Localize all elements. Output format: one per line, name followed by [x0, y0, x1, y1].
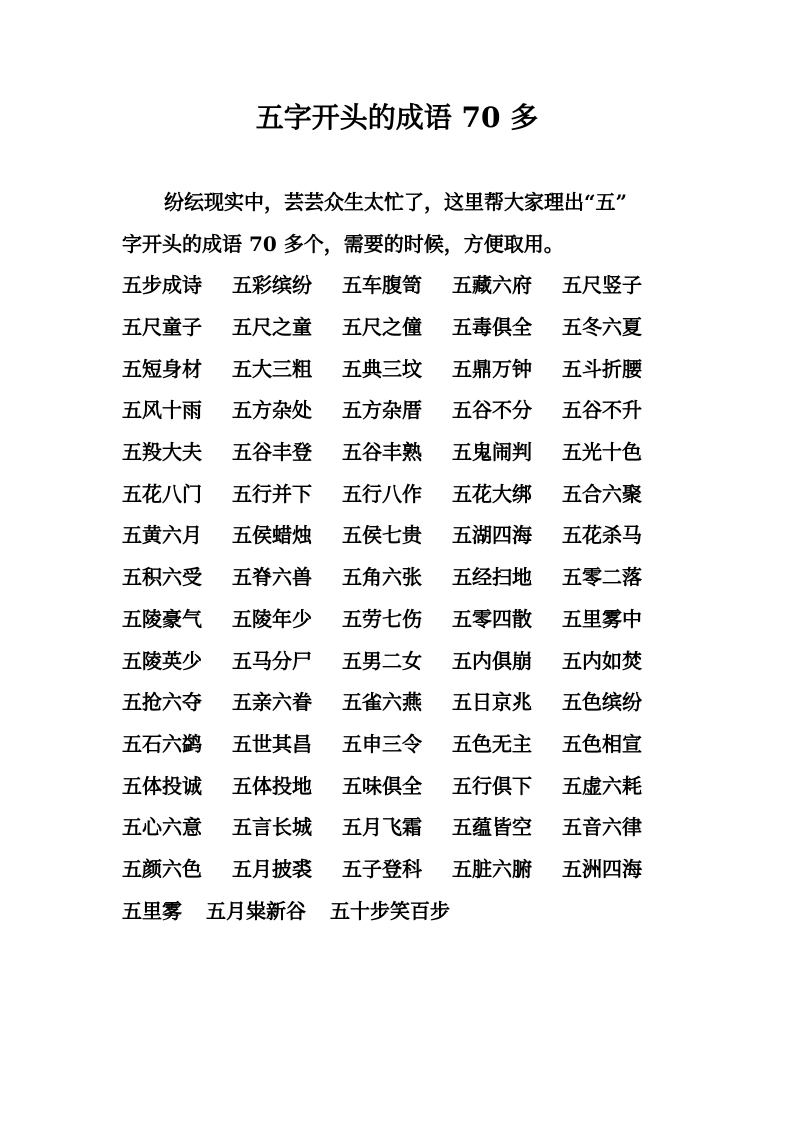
idiom-item: 五虚六耗 [562, 773, 642, 798]
idiom-item: 五子登科 [342, 856, 422, 881]
idiom-item: 五色缤纷 [562, 690, 642, 715]
idiom-item: 五零二落 [562, 565, 642, 590]
page-title: 五字开头的成语 70 多 [255, 101, 539, 134]
idiom-item: 五言长城 [232, 815, 312, 840]
idiom-row [122, 513, 682, 555]
idiom-item: 五内俱崩 [452, 648, 532, 673]
idiom-item: 五典三坟 [342, 356, 422, 381]
idiom-item: 五尺之童 [232, 315, 312, 340]
idiom-item: 五积六受 [122, 565, 202, 590]
idiom-item: 五零四散 [452, 606, 532, 631]
idiom-item: 五里雾 [122, 898, 182, 923]
idiom-item: 五脏六腑 [452, 856, 532, 881]
idiom-item: 五步成诗 [122, 273, 202, 298]
intro-line-1: 纷纭现实中，芸芸众生太忙了，这里帮大家理出“五” [164, 190, 628, 214]
idiom-item: 五羖大夫 [122, 440, 202, 465]
idiom-item: 五月飞霜 [342, 815, 422, 840]
idiom-item: 五合六聚 [562, 481, 642, 506]
idiom-item: 五申三令 [342, 731, 422, 756]
idiom-item: 五月粜新谷 [206, 898, 306, 923]
idiom-item: 五体投地 [232, 773, 312, 798]
idiom-item: 五石六鹢 [122, 731, 202, 756]
idiom-item: 五蕴皆空 [452, 815, 532, 840]
idiom-item: 五陵年少 [232, 606, 312, 631]
idiom-item: 五脊六兽 [232, 565, 312, 590]
idiom-item: 五侯七贵 [342, 523, 422, 548]
idiom-item: 五行八作 [342, 481, 422, 506]
idiom-row [122, 722, 682, 764]
idiom-item: 五陵英少 [122, 648, 202, 673]
idiom-item: 五日京兆 [452, 690, 532, 715]
idiom-item: 五经扫地 [452, 565, 532, 590]
idiom-item: 五光十色 [562, 440, 642, 465]
idiom-item: 五行俱下 [452, 773, 532, 798]
idiom-item: 五月披裘 [232, 856, 312, 881]
idiom-item: 五彩缤纷 [232, 273, 312, 298]
idiom-item: 五尺童子 [122, 315, 202, 340]
idiom-row [122, 305, 682, 347]
idiom-item: 五劳七伤 [342, 606, 422, 631]
idiom-item: 五体投诚 [122, 773, 202, 798]
idiom-item: 五尺之僮 [342, 315, 422, 340]
idiom-item: 五冬六夏 [562, 315, 642, 340]
idiom-item: 五花杀马 [562, 523, 642, 548]
idiom-item: 五音六律 [562, 815, 642, 840]
idiom-item: 五车腹笥 [342, 273, 422, 298]
idiom-item: 五谷丰登 [232, 440, 312, 465]
idiom-list [122, 263, 682, 930]
idiom-item: 五马分尸 [232, 648, 312, 673]
idiom-row [122, 638, 682, 680]
idiom-row [122, 805, 682, 847]
idiom-row-last [122, 888, 682, 930]
idiom-row [122, 763, 682, 805]
idiom-item: 五花大绑 [452, 481, 532, 506]
idiom-item: 五洲四海 [562, 856, 642, 881]
idiom-row [122, 847, 682, 889]
idiom-item: 五色相宣 [562, 731, 642, 756]
idiom-item: 五行并下 [232, 481, 312, 506]
idiom-item: 五世其昌 [232, 731, 312, 756]
idiom-item: 五色无主 [452, 731, 532, 756]
idiom-item: 五鼎万钟 [452, 356, 532, 381]
idiom-item: 五短身材 [122, 356, 202, 381]
idiom-item: 五里雾中 [562, 606, 642, 631]
idiom-item: 五雀六燕 [342, 690, 422, 715]
idiom-item: 五角六张 [342, 565, 422, 590]
idiom-item: 五黄六月 [122, 523, 202, 548]
intro-line-2: 字开头的成语 70 多个，需要的时候，方便取用。 [122, 232, 564, 256]
idiom-item: 五亲六眷 [232, 690, 312, 715]
idiom-item: 五味俱全 [342, 773, 422, 798]
idiom-item: 五花八门 [122, 481, 202, 506]
idiom-item: 五风十雨 [122, 398, 202, 423]
idiom-item: 五十步笑百步 [330, 898, 450, 923]
idiom-item: 五方杂厝 [342, 398, 422, 423]
idiom-row [122, 555, 682, 597]
idiom-row [122, 346, 682, 388]
idiom-item: 五抢六夺 [122, 690, 202, 715]
idiom-item: 五陵豪气 [122, 606, 202, 631]
idiom-item: 五方杂处 [232, 398, 312, 423]
idiom-item: 五谷不升 [562, 398, 642, 423]
idiom-row [122, 430, 682, 472]
idiom-item: 五内如焚 [562, 648, 642, 673]
idiom-item: 五毒俱全 [452, 315, 532, 340]
idiom-row [122, 388, 682, 430]
idiom-item: 五尺竖子 [562, 273, 642, 298]
idiom-item: 五湖四海 [452, 523, 532, 548]
idiom-item: 五谷不分 [452, 398, 532, 423]
idiom-item: 五男二女 [342, 648, 422, 673]
idiom-item: 五谷丰熟 [342, 440, 422, 465]
idiom-item: 五鬼闹判 [452, 440, 532, 465]
idiom-row [122, 263, 682, 305]
idiom-item: 五侯蜡烛 [232, 523, 312, 548]
idiom-item: 五藏六府 [452, 273, 532, 298]
idiom-item: 五颜六色 [122, 856, 202, 881]
idiom-item: 五斗折腰 [562, 356, 642, 381]
idiom-item: 五大三粗 [232, 356, 312, 381]
idiom-row [122, 680, 682, 722]
idiom-row [122, 471, 682, 513]
idiom-row [122, 597, 682, 639]
intro-paragraph [122, 181, 682, 265]
idiom-item: 五心六意 [122, 815, 202, 840]
